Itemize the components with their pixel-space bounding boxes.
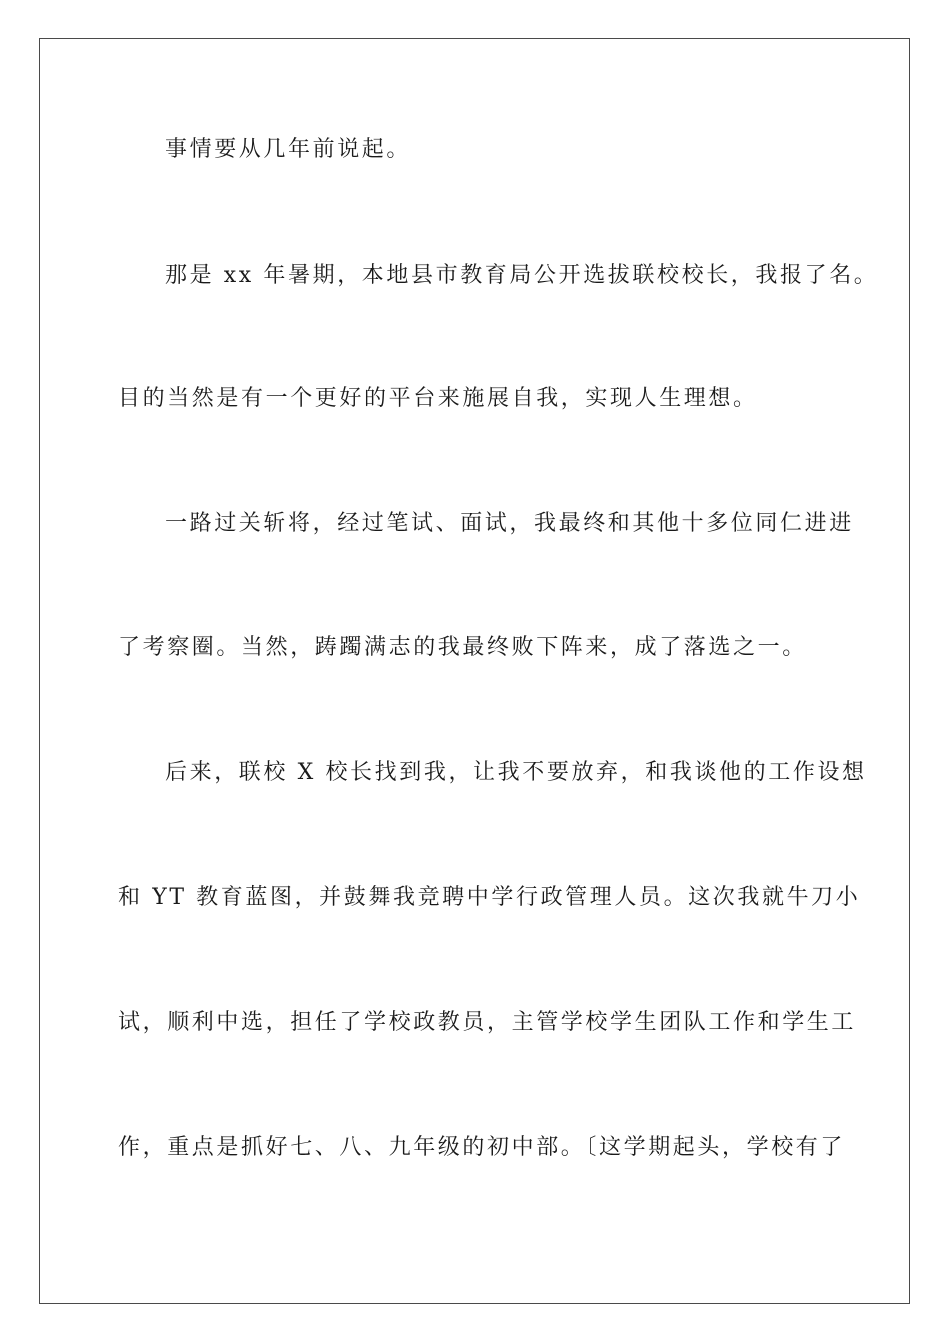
text-line-3: 目的当然是有一个更好的平台来施展自我，实现人生理想。 [118, 386, 758, 411]
text-line-6: 后来，联校 X 校长找到我，让我不要放弃，和我谈他的工作设想 [165, 760, 867, 785]
page-frame [39, 38, 910, 1304]
text-line-4: 一路过关斩将，经过笔试、面试，我最终和其他十多位同仁进进 [165, 511, 854, 536]
text-line-1: 事情要从几年前说起。 [165, 137, 412, 162]
text-line-9: 作，重点是抓好七、八、九年级的初中部。〔这学期起头，学校有了 [118, 1135, 846, 1160]
text-line-8: 试，顺利中选，担任了学校政教员，主管学校学生团队工作和学生工 [118, 1010, 857, 1035]
text-line-2: 那是 xx 年暑期，本地县市教育局公开选拔联校校长，我报了名。 [165, 263, 879, 288]
text-line-5: 了考察圈。当然，踌躅满志的我最终败下阵来，成了落选之一。 [118, 635, 807, 660]
text-line-7: 和 YT 教育蓝图，并鼓舞我竞聘中学行政管理人员。这次我就牛刀小 [118, 885, 861, 910]
